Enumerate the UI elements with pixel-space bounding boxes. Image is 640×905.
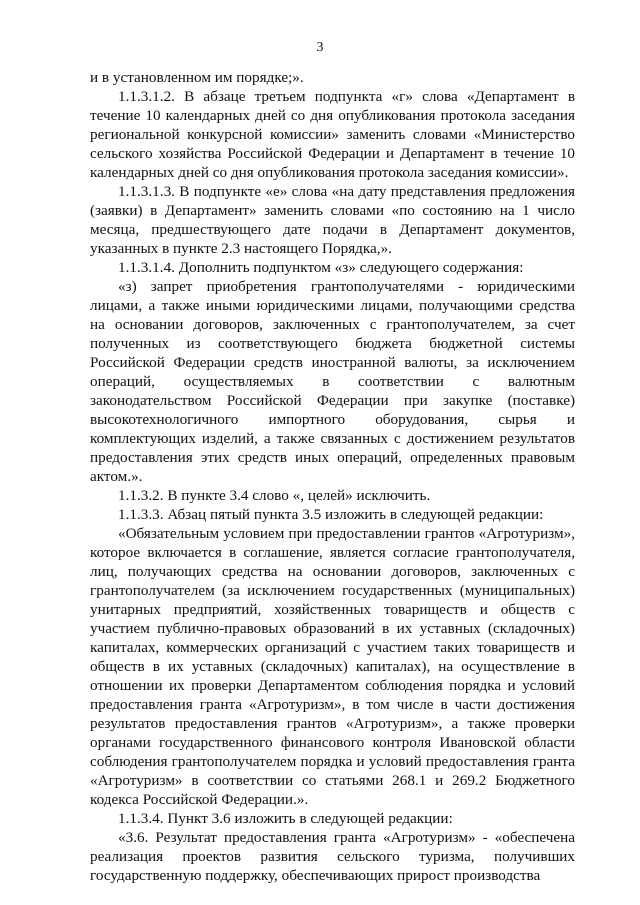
paragraph-continuation: и в установленном им порядке;». [90, 69, 304, 86]
paragraph-1-1-3-3: 1.1.3.3. Абзац пятый пункта 3.5 изложить в следующей редакции: [118, 506, 544, 523]
paragraph-1-1-3-1-3: 1.1.3.1.3. В подпункте «е» слова «на дату представления предложения (заявки) в Департамент» заменить словами «по состоянию на 1 число месяца, предшествующего дате подачи в Департамент документов, указанных в пункте 2.3 настоящего Порядка,». [90, 183, 575, 257]
paragraph-mandatory-condition: «Обязательным условием при предоставлении грантов «Агротуризм», которое включается в соглашение, является согласие грантополучателя, лиц, получающих средства на основании договоров, заключенных с грантополучателем (за исключением государственных (муниципальных) унитарных предприятий, хозяйственных товариществ и обществ с участием публично-правовых образований в их уставных (складочных) капиталах, коммерческих организаций с участием таких товариществ и обществ в их уставных (складочных) капиталах), на осуществление в отношении их проверки Департаментом соблюдения порядка и условий предоставления гранта «Агротуризм», в том числе в части достижения результатов предоставления грантов «Агротуризм», а также проверки органами государственного финансового контроля Ивановской области соблюдения грантополучателем порядка и условий предоставления гранта «Агротуризм» в соответствии со статьями 268.1 и 269.2 Бюджетного кодекса Российской Федерации.». [90, 525, 575, 808]
paragraph-1-1-3-1-2: 1.1.3.1.2. В абзаце третьем подпункта «г» слова «Департамент в течение 10 календарных дней со дня опубликования протокола заседания региональной конкурсной комиссии» заменить словами «Министерство сельского хозяйства Российской Федерации и Департамент в течение 10 календарных дней со дня опубликования протокола заседания комиссии». [90, 88, 575, 181]
paragraph-3-6-result: «3.6. Результат предоставления гранта «Агротуризм» - «обеспечена реализация проектов развития сельского туризма, получивших государственную поддержку, обеспечивающих прирост производства [90, 829, 575, 884]
paragraph-1-1-3-2: 1.1.3.2. В пункте 3.4 слово «, целей» исключить. [118, 487, 431, 504]
page-number: 3 [316, 40, 324, 55]
paragraph-1-1-3-4: 1.1.3.4. Пункт 3.6 изложить в следующей редакции: [118, 810, 453, 827]
document-body [90, 68, 575, 885]
paragraph-1-1-3-1-4: 1.1.3.1.4. Дополнить подпунктом «з» следующего содержания: [118, 259, 524, 276]
paragraph-subitem-z: «з) запрет приобретения грантополучателями - юридическими лицами, а также иными юридическими лицами, получающими средства на основании договоров, заключенных с грантополучателем, за счет полученных из соответствующего бюджета бюджетной системы Российской Федерации средств иностранной валюты, за исключением операций, осуществляемых в соответствии с валютным законодательством Российской Федерации при закупке (поставке) высокотехнологичного импортного оборудования, сырья и комплектующих изделий, а также связанных с достижением результатов предоставления этих средств иных операций, определенных правовым актом.». [90, 278, 575, 485]
